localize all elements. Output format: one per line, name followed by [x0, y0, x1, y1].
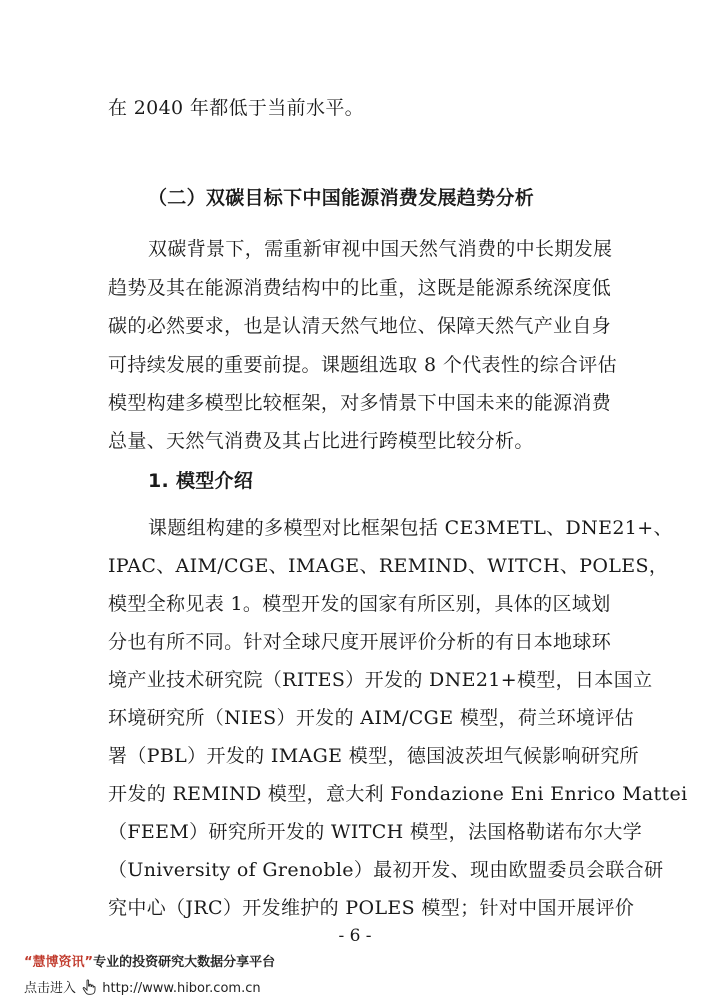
footer-enter-label: 点击进入	[24, 981, 77, 996]
footer-banner	[24, 954, 275, 972]
body-line: 究中心（JRC）开发维护的 POLES 模型；针对中国开展评价	[108, 897, 635, 919]
body-line: IPAC、AIM/CGE、IMAGE、REMIND、WITCH、POLES，	[108, 555, 669, 577]
body-line: 双碳背景下，需重新审视中国天然气消费的中长期发展	[148, 238, 613, 260]
body-line: 境产业技术研究院（RITES）开发的 DNE21+模型，日本国立	[108, 669, 653, 691]
body-line: 分也有所不同。针对全球尺度开展评价分析的有日本地球环	[108, 631, 612, 653]
body-line: （University of Grenoble）最初开发、现由欧盟委员会联合研	[108, 859, 664, 881]
body-line: 署（PBL）开发的 IMAGE 模型，德国波茨坦气候影响研究所	[108, 745, 640, 767]
pointing-hand-icon	[82, 979, 96, 995]
page-number: - 6 -	[338, 926, 372, 946]
footer-brand: “慧博资讯”	[24, 955, 94, 970]
body-line: 可持续发展的重要前提。课题组选取 8 个代表性的综合评估	[108, 354, 617, 376]
section-heading: （二）双碳目标下中国能源消费发展趋势分析	[148, 187, 535, 209]
footer-link-row[interactable]	[24, 979, 261, 998]
body-line: 碳的必然要求，也是认清天然气地位、保障天然气产业自身	[108, 315, 612, 337]
footer-slogan: 专业的投资研究大数据分享平台	[93, 955, 276, 970]
body-line: 模型构建多模型比较框架，对多情景下中国未来的能源消费	[108, 392, 612, 414]
body-line: 课题组构建的多模型对比框架包括 CE3METL、DNE21+、	[148, 517, 673, 539]
body-line: （FEEM）研究所开发的 WITCH 模型，法国格勒诺布尔大学	[108, 821, 643, 843]
body-line: 模型全称见表 1。模型开发的国家有所区别，具体的区域划	[108, 593, 611, 615]
body-line: 趋势及其在能源消费结构中的比重，这既是能源系统深度低	[108, 277, 612, 299]
subsection-heading: 1. 模型介绍	[148, 470, 254, 492]
body-line: 总量、天然气消费及其占比进行跨模型比较分析。	[108, 430, 534, 452]
body-line: 环境研究所（NIES）开发的 AIM/CGE 模型，荷兰环境评估	[108, 707, 634, 729]
body-line: 在 2040 年都低于当前水平。	[108, 97, 365, 119]
body-line: 开发的 REMIND 模型，意大利 Fondazione Eni Enrico Mattei	[108, 783, 688, 805]
footer-url-link[interactable]: http://www.hibor.com.cn	[102, 981, 261, 996]
